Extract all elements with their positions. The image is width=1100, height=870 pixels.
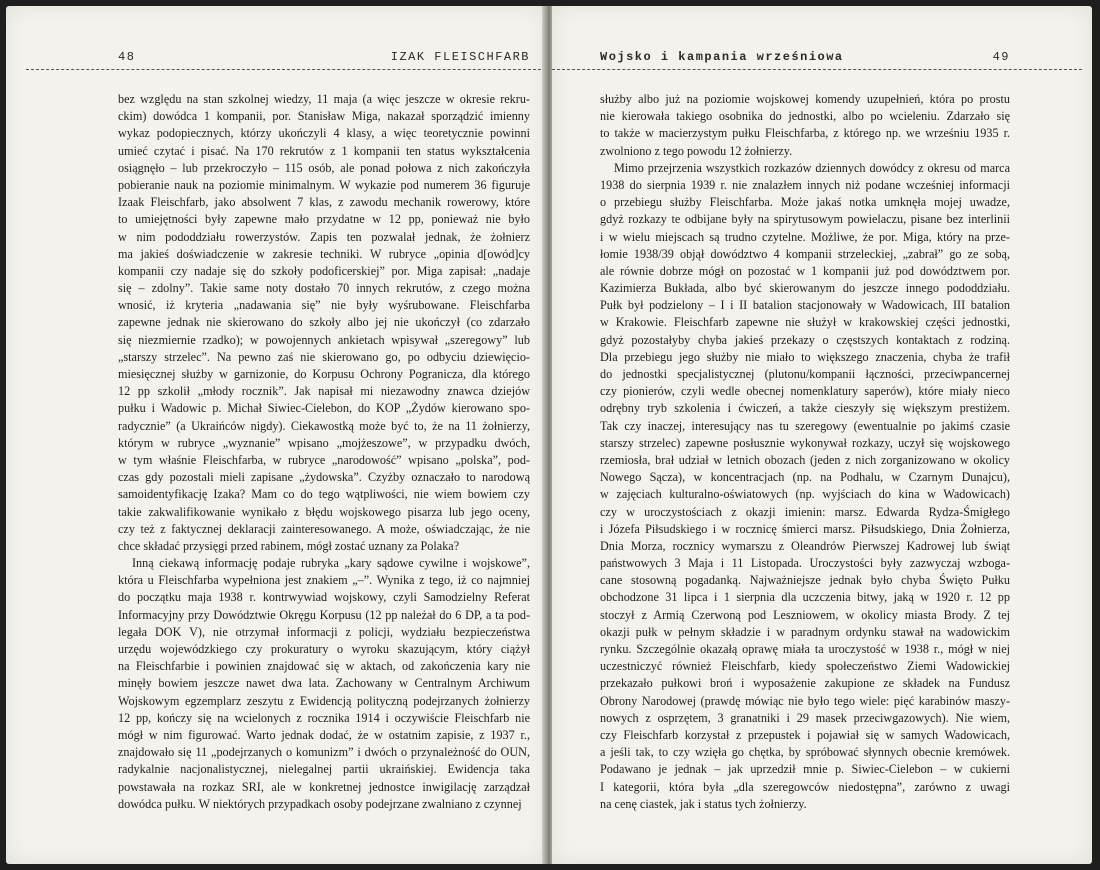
text-line: chce składać przysięgi przed rabinem, mógł zostać uznany za Polaka? <box>118 538 460 553</box>
text-line: Inną ciekawą informację podaje rubryka „kary sądowe cywilne i wojskowe”, <box>132 556 530 571</box>
text-line: łomie 1938/39 objął dowództwo 4 kompanii strzeleckiej, „zabrał” go ze sobą, <box>600 246 1010 261</box>
text-line: państwowych 3 Maja i 11 Listopada. Uroczystości były zazwyczaj wzboga- <box>600 556 1010 571</box>
text-line: na Fleischfarbie i powinien znajdować się w aktach, od zakończenia kary nie <box>118 659 530 674</box>
text-line: a jeśli tak, to czy wzięła go chętka, by spróbować słynnych obecnie kremówek. <box>600 745 1010 760</box>
text-line: czy Fleischfarb korzystał z przepustek i pojawiał się w samych Wadowicach, <box>600 727 1010 742</box>
text-line: samoidentyfikację Izaka? Mam co do tego wątpliwości, nie wiem bowiem czy <box>118 487 530 502</box>
text-line: gdyż rozkazy te odbijane były na spirytusowym powielaczu, pisane bez interlinii <box>600 212 1010 227</box>
text-line: przekazało pułkowi broń i wyposażenie zakupione ze składek na Fundusz <box>600 676 1010 691</box>
text-line: ale równie dobrze mógł on pozostać w 1 kompanii już pod dowództwem por. <box>600 263 1010 278</box>
text-line: rynku. Szczególnie okazałą oprawę miała ta uroczystość w 1938 r., mógł w niej <box>600 642 1010 656</box>
text-line: i Józefa Piłsudskiego i w rocznicę śmierci marsz. Piłsudskiego, Dnia Żołnierza, <box>600 521 1010 536</box>
text-line: powstawała na rozkaz SRI, ale w konkretnej jednostce inwigilację zarządzał <box>118 779 530 794</box>
text-line: radykalnie nacjonalistycznej, nielegalnej partii ukraińskiej. Ewidencja taka <box>118 762 530 777</box>
text-line: zapewne jednak nie skierowano do szkoły albo jej nie ukończył (co zdarzało <box>118 315 530 330</box>
text-line: czas gdy pozostali mieli zapisane „żydowska”. Czyżby oznaczało to narodową <box>118 470 530 485</box>
text-line: Pułk był podzielony – I i II batalion stacjonowały w Wadowicach, III batalion <box>600 298 1010 313</box>
text-line: do początku maja 1938 r. kontrwywiad wojskowy, czyli Samodzielny Referat <box>118 590 530 605</box>
text-line: się niezmiernie rzadko); w powojennych ankietach wpisywał „szeregowy” lub <box>118 332 530 347</box>
text-line: w Krakowie. Fleischfarb zapewne nie służył w krakowskiej części jednostki, <box>600 315 1010 330</box>
text-line: Tak czy inaczej, interesujący nas tu szeregowy (ewentualnie po jakimś czasie <box>600 418 1010 433</box>
text-line: w nim pododdziału rowerzystów. Zapis ten pozwalał jednak, że żołnierz <box>118 229 530 244</box>
text-line: umieć czytać i pisać. Na 170 rekrutów z 1 kompanii ten status wykształcenia <box>118 143 530 158</box>
text-line: się – zdolny”. Takie same noty dostało 70 innych rekrutów, z czego można <box>118 281 530 296</box>
text-line: obchodzone 31 lipca i 1 sierpnia dla uczczenia bitwy, jaką w 1920 r. 12 pp <box>600 590 1010 605</box>
left-page <box>6 6 546 864</box>
page-number-left: 48 <box>118 50 136 64</box>
text-line: nie kierowała takiego osobnika do jednostki, albo po wcieleniu. Zdarzało się <box>600 109 1010 124</box>
text-line: nowych z osprzętem, 3 granatniki i 29 masek przeciwgazowych). Nie wiem, <box>600 710 1010 725</box>
text-line: urzędu wojewódzkiego czy prokuratury o wyroku skazującym, który ciążył <box>118 642 530 656</box>
right-page-header <box>600 50 1010 68</box>
page-number-right: 49 <box>992 50 1010 64</box>
text-line: Obrony Narodowej (prawdę mówiąc nie było tego wiele: pięć karabinów maszy- <box>600 693 1010 708</box>
text-line: „starszy strzelec”. Na pewno zaś nie skierowano go, po odbyciu dziewięcio- <box>118 349 530 364</box>
text-line: Izaak Fleischfarb, jako absolwent 7 klas, z zawodu mechanik rowerowy, które <box>118 195 530 210</box>
text-line: którym w rubryce „wyznanie” wpisano „mojżeszowe”, w przypadku dwóch, <box>118 435 530 450</box>
text-line: odrębny tryb szkolenia i ćwiczeń, a także cieszyły się większym prestiżem. <box>600 401 1010 416</box>
text-line: takie zakwalifikowanie wynikało z błędu wojskowego pisarza lub jego oceny, <box>118 504 530 519</box>
text-line: Dla przebiegu jego służby nie miało to większego znaczenia, chyba że trafił <box>600 349 1010 364</box>
text-line: osiągnęło – lub przekroczyło – 115 osób, ale ponad połowa z nich zakończyła <box>118 160 530 175</box>
text-line: okazji pułk w pełnym składzie i w paradnym ordynku stawał na wadowickim <box>600 624 1010 639</box>
text-line: to umiejętności były zapewne mało przydatne w 12 pp, ponieważ nie było <box>118 212 530 227</box>
text-line: Podawano je jednak – jak uprzedził mnie p. Siwiec-Cielebon – w cukierni <box>600 762 1010 777</box>
header-rule-left <box>26 69 546 70</box>
text-line: Kazimierza Bukłada, albo być skierowanym do jeszcze innego pododdziału. <box>600 281 1010 296</box>
text-line: ma jakieś doświadczenie w zakresie techniki. W rubryce „opinia d[owód]cy <box>118 246 530 261</box>
text-line: na cenę ciastek, jak i status tych żołnierzy. <box>600 796 807 811</box>
text-line: stoczył z Armią Czerwoną pod Leszniowem, w okolicy miasta Brody. Z tej <box>600 607 1010 622</box>
text-line: bez względu na stan szkolnej wiedzy, 11 maja (a więc jeszcze w okresie rekru- <box>118 92 530 106</box>
left-page-body <box>118 91 530 813</box>
text-line: mógł w nim figurować. Warto jednak dodać, że w ostatnim zapisie, z 1937 r., <box>118 727 530 742</box>
text-line: I kategorii, która była „dla szeregowców niedostępna”, zarówno z uwagi <box>600 779 1010 794</box>
text-line: i w wielu miejscach są trudno czytelne. Możliwe, że por. Miga, który na prze- <box>600 229 1010 244</box>
text-line: pobieranie nauk na poziomie minimalnym. W wykazie pod numerem 36 figuruje <box>118 177 530 192</box>
right-page <box>552 6 1092 864</box>
text-line: ckim) dowódca 1 kompanii, por. Stanisław Miga, nakazał sporządzić imienny <box>118 109 530 124</box>
text-line: Informacyjny przy Dowództwie Okręgu Korpusu (12 pp należał do 6 DP, a ta pod- <box>118 607 530 622</box>
text-line: zwolniono z tego powodu 12 żołnierzy. <box>600 143 793 158</box>
text-line: starszy strzelec) zapewne posłusznie wykonywał rozkazy, uczył się wojskowego <box>600 435 1010 450</box>
text-line: dowódca pułku. W niektórych przypadkach osoby podejrzane zwalniano z czynnej <box>118 796 522 811</box>
text-line: gdyż pozostałyby chyba jakieś przekazy o częstszych kontaktach z rodziną. <box>600 332 1010 347</box>
right-page-body <box>600 91 1010 813</box>
text-line: 12 pp szkolił „młody rocznik”. Jak napisał mi niezawodny znawca dziejów <box>118 384 530 399</box>
header-rule-right <box>552 69 1082 70</box>
text-line: w tym właśnie Fleischfarba, w rubryce „narodowość” wpisano „polska”, pod- <box>118 452 530 467</box>
text-line: 12 pp, kończy się na wcielonych z rocznika 1914 i oczywiście Fleischfarb nie <box>118 710 530 725</box>
text-line: Wojskowym egzemplarz zeszytu z Ewidencją polityczną podejrzanych żołnierzy <box>118 693 530 708</box>
text-line: radycznie” (a Ukraińców nigdy). Ciekawostką może być to, że na 11 żołnierzy, <box>118 418 530 433</box>
text-line: minęły bowiem jeszcze nawet dwa lata. Zachowany w Centralnym Archiwum <box>118 676 530 691</box>
text-line: czy też z faktycznej deklaracji zainteresowanego. A może, oświadczając, że nie <box>118 521 530 536</box>
text-line: rzemiosła, brał udział w letnich obozach (jeden z nich zorganizowano w okolicy <box>600 452 1010 467</box>
text-line: legała DOK V), nie otrzymał informacji z policji, wydziału bezpieczeństwa <box>118 624 530 639</box>
text-line: cane stosowną pogadanką. Najważniejsze jednak było chyba Święto Pułku <box>600 573 1010 588</box>
text-line: Nowego Sącza), w koncentracjach (np. na Podhalu, w Czarnym Dunajcu), <box>600 470 1010 485</box>
running-head-right: Wojsko i kampania wrześniowa <box>600 50 844 64</box>
text-line: która u Fleischfarba wypełniona jest znakiem „–”. Wynika z tego, iż co najmniej <box>118 573 530 588</box>
text-line: Mimo przejrzenia wszystkich rozkazów dziennych dowódcy z okresu od marca <box>614 160 1010 175</box>
text-line: do jednostki specjalistycznej (plutonu/kompanii łączności, przeciwpancernej <box>600 367 1010 381</box>
text-line: pułku i Wadowic p. Michał Siwiec-Cielebon, do KOP „Żydów kierowano spo- <box>118 401 530 416</box>
text-line: uczestniczyć również Fleischfarb, kiedy społeczeństwo Ziemi Wadowickiej <box>600 659 1010 674</box>
text-line: czy w uroczystościach z okazji imienin: marsz. Edwarda Rydza-Śmigłego <box>600 504 1010 519</box>
text-line: wykaz podopiecznych, którzy ukończyli 4 klasy, a więc teoretycznie powinni <box>118 126 530 141</box>
text-line: to także w macierzystym pułku Fleischfarba, z którego np. we wrześniu 1935 r. <box>600 126 1010 141</box>
text-line: znajdowało się 11 „podejrzanych o komunizm” i dwóch o przynależność do OUN, <box>118 745 530 760</box>
text-line: wnosić, iż kryteria „nadawania się” nie były wyśrubowane. Fleischfarba <box>118 298 530 313</box>
text-line: 1938 do sierpnia 1939 r. nie znalazłem innych niż podane wcześniej informacji <box>600 177 1010 192</box>
left-page-header <box>118 50 530 68</box>
text-line: czy pionierów, czyli wedle obecnej nomenklatury saperów), które miały nieco <box>600 384 1010 399</box>
text-line: o przebiegu służby Fleischfarba. Może jakaś notka umknęła mojej uwadze, <box>600 195 1010 210</box>
running-head-left: IZAK FLEISCHFARB <box>390 50 530 64</box>
text-line: kompanii czy nadaje się do szkoły podoficerskiej” por. Miga zapisał: „nadaje <box>118 263 530 278</box>
text-line: miesięcznej służby w garnizonie, do Korpusu Ochrony Pogranicza, dla którego <box>118 367 530 381</box>
text-line: Dnia Morza, rocznicy wymarszu z Oleandrów Pierwszej Kadrowej lub świąt <box>600 538 1010 553</box>
text-line: służby albo już na poziomie wojskowej komendy uzupełnień, która po prostu <box>600 92 1010 106</box>
text-line: w zajęciach kulturalno-oświatowych (np. wyjściach do kina w Wadowicach) <box>600 487 1010 502</box>
